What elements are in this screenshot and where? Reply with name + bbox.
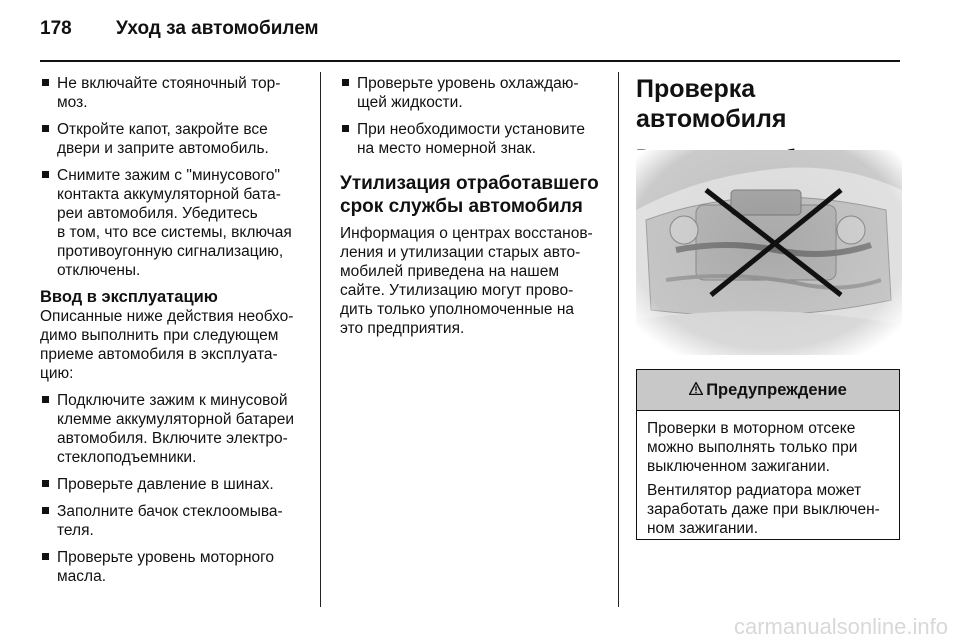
list-item-text: Проверьте давление в шинах. (57, 476, 274, 493)
list-item (40, 166, 308, 280)
bullet-square-icon (42, 79, 49, 86)
bullet-square-icon (42, 396, 49, 403)
engine-bay-crossed-out-illustration (636, 150, 902, 355)
page-header (40, 18, 920, 50)
warning-header (637, 370, 899, 411)
column-middle (340, 74, 602, 346)
intro-paragraph: Описанные ниже действия необхо- димо выполнить при следующем приеме автомобиля в эксплуата- цию: (40, 308, 294, 382)
warning-paragraph-2: Вентилятор радиатора может заработать даже при выключен- ном зажигании. (647, 482, 880, 537)
list-item (40, 548, 308, 586)
header-divider (40, 60, 900, 62)
list-item-text: Подключите зажим к минусовой клемме аккумуляторной батареи автомобиля. Включите электро- стеклоподъемники. (57, 392, 295, 466)
section-heading-recycling: Утилизация отработавшего срок службы автомобиля (340, 173, 599, 217)
list-item (40, 502, 308, 540)
watermark: carmanualsonline.info (733, 614, 948, 639)
warning-title: Предупреждение (706, 380, 847, 399)
list-item (40, 74, 308, 112)
list-item-text: Не включайте стояночный тор- моз. (57, 75, 281, 111)
list-item (340, 74, 602, 112)
list-item-text: Проверьте уровень охлаждаю- щей жидкости. (357, 75, 579, 111)
warning-paragraph-1: Проверки в моторном отсеке можно выполнять только при выключенном зажигании. (647, 420, 858, 475)
list-item-text: Откройте капот, закройте все двери и заприте автомобиль. (57, 121, 269, 157)
list-item (40, 475, 308, 494)
bullet-square-icon (342, 79, 349, 86)
warning-box (636, 369, 900, 540)
list-item (40, 120, 308, 158)
list-item (340, 120, 602, 158)
warning-body (637, 411, 899, 538)
list-item-text: При необходимости установите на место номерной знак. (357, 121, 586, 157)
section-heading-vehicle-check: Проверка автомобиля (636, 75, 787, 133)
bullet-square-icon (42, 553, 49, 560)
bullet-list-top (40, 74, 308, 280)
recycling-paragraph: Информация о центрах восстанов- ления и утилизации старых авто- мобилей приведена на нашем сайте. Утилизацию могут прово- дить только уполномоченные на это предприятия. (340, 225, 593, 337)
column-divider-1 (320, 72, 321, 607)
page-title: Уход за автомобилем (116, 18, 319, 39)
bullet-square-icon (42, 507, 49, 514)
list-item (40, 391, 308, 467)
list-item-text: Снимите зажим с "минусового" контакта аккумуляторной бата- реи автомобиля. Убедитесь в том, что все системы, включая противоугонную сигнализацию, отключены. (57, 167, 292, 279)
column-left (40, 74, 308, 594)
bullet-square-icon (42, 125, 49, 132)
bullet-list-bottom (40, 391, 308, 586)
column-divider-2 (618, 72, 619, 607)
bullet-square-icon (42, 480, 49, 487)
warning-triangle-icon (689, 381, 703, 400)
bullet-square-icon (342, 125, 349, 132)
list-item-text: Проверьте уровень моторного масла. (57, 549, 275, 585)
list-item-text: Заполните бачок стеклоомыва- теля. (57, 503, 283, 539)
bullet-square-icon (42, 171, 49, 178)
page-number: 178 (40, 18, 72, 39)
subheading-commissioning: Ввод в эксплуатацию (40, 288, 218, 306)
bullet-list (340, 74, 602, 158)
